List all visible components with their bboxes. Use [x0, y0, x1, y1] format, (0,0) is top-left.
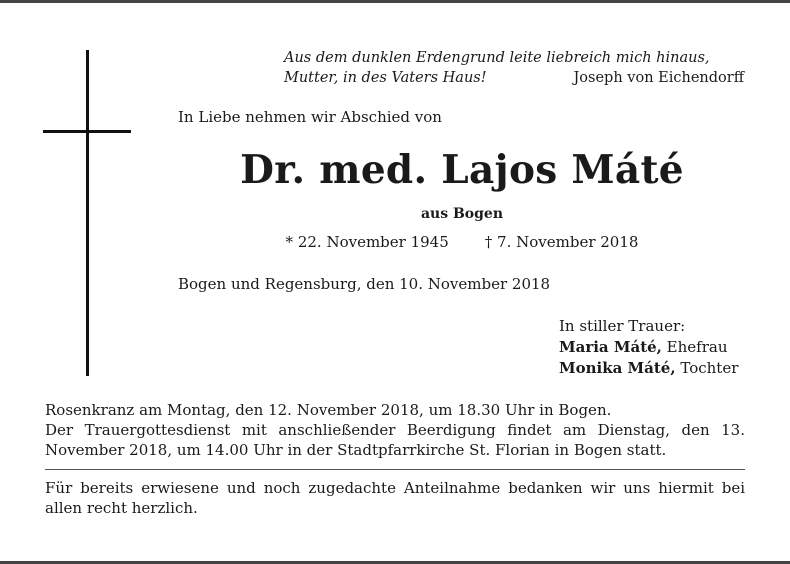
mourner-item: [559, 337, 738, 358]
poem-line-2: [284, 68, 744, 88]
divider: [45, 469, 745, 470]
mourner-relation: Ehefrau: [666, 338, 728, 356]
thanks-text: Für bereits erwiesene und noch zugedachte Anteilnahme bedanken wir uns hiermit bei allen recht herzlich.: [45, 479, 745, 517]
death-date: † 7. November 2018: [484, 233, 639, 251]
service-details: [45, 400, 745, 460]
poem-text-1: Aus dem dunklen Erdengrund leite liebreich mich hinaus,: [284, 50, 710, 66]
birth-date: * 22. November 1945: [285, 233, 449, 251]
rosary-info: Rosenkranz am Montag, den 12. November 2018, um 18.30 Uhr in Bogen.: [45, 401, 612, 419]
life-dates: [178, 233, 746, 251]
mourner-name: Monika Máté,: [559, 359, 676, 377]
cross-horizontal-bar: [43, 130, 131, 133]
intro-text: In Liebe nehmen wir Abschied von: [178, 108, 442, 126]
cross-vertical-bar: [86, 50, 89, 376]
poem-text-2: Mutter, in des Vaters Haus!: [284, 70, 487, 86]
top-border: [0, 0, 790, 3]
poem-line-1: [284, 48, 744, 68]
mourner-relation: Tochter: [680, 359, 739, 377]
place-and-date: Bogen und Regensburg, den 10. November 2018: [178, 275, 551, 293]
mourners-list: [559, 316, 738, 379]
mourner-item: [559, 358, 738, 379]
deceased-origin: aus Bogen: [420, 206, 504, 222]
poem-quote: [284, 48, 744, 88]
mourner-name: Maria Máté,: [559, 338, 662, 356]
funeral-info: Der Trauergottesdienst mit anschließender Beerdigung findet am Dienstag, den 13. November 2018, um 14.00 Uhr in der Stadtpfarrkirche St. Florian in Bogen statt.: [45, 421, 745, 459]
poem-author: Joseph von Eichendorff: [573, 70, 744, 86]
deceased-name: Dr. med. Lajos Máté: [240, 147, 684, 193]
mourners-heading: In stiller Trauer:: [559, 317, 686, 335]
